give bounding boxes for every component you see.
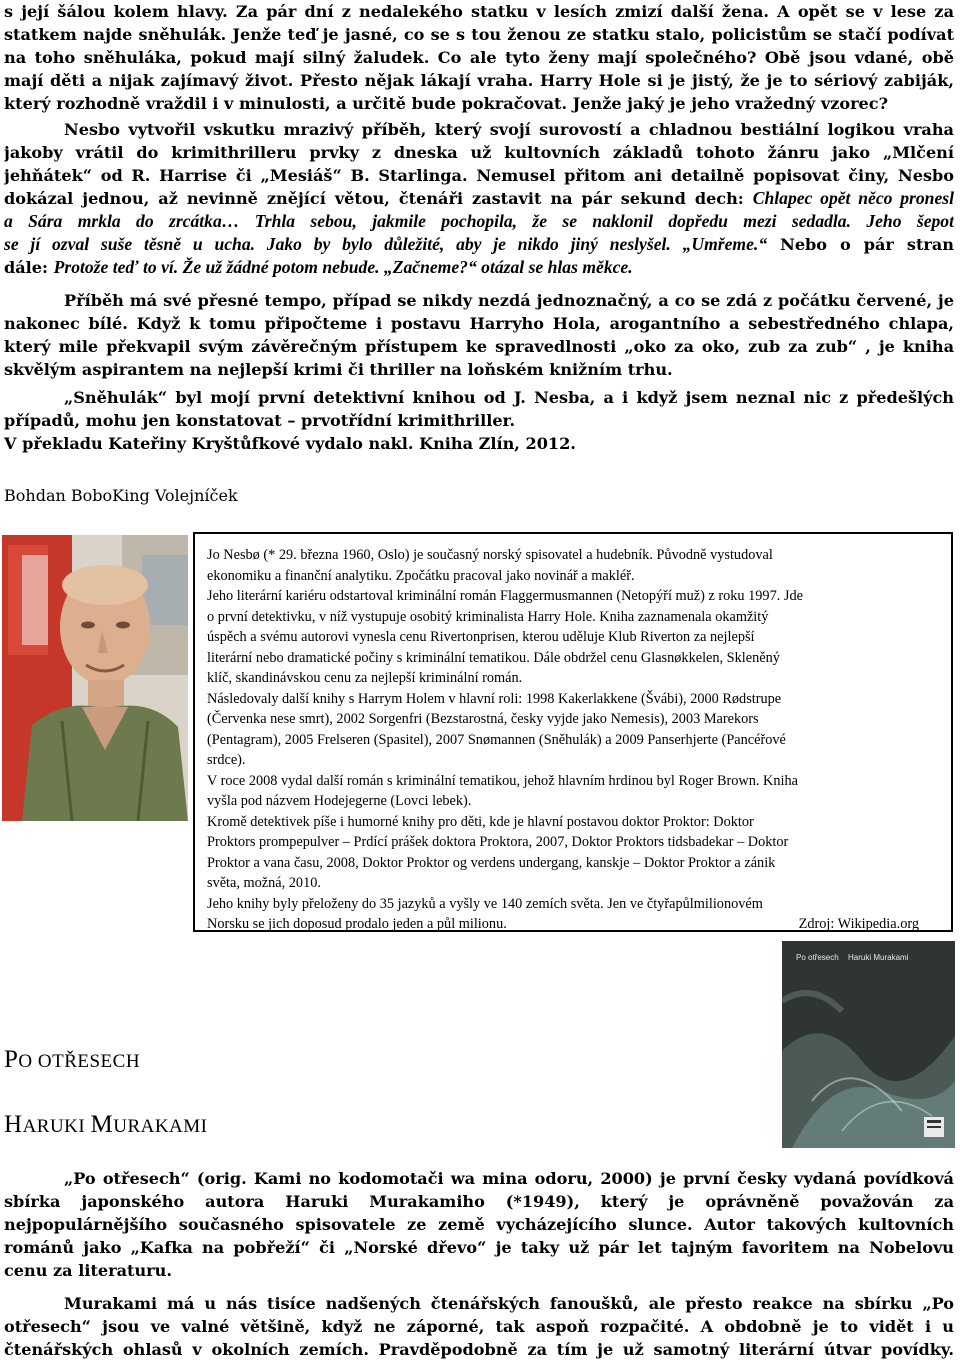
review-paragraph: [4, 1167, 954, 1282]
bio-line: (Pentagram), 2005 Frelseren (Spasitel), 2007 Snømannen (Sněhulák) a 2009 Panserhjerte (Pancéřové: [207, 731, 786, 748]
quote-fragment: se jí ozval suše těsně u ucha. Jako by bylo důležité, aby je nikdo jiný neslyšel. „Umřeme.“: [4, 234, 768, 254]
bio-line: světa, možná, 2010.: [207, 875, 321, 891]
text-fragment: dále:: [4, 258, 48, 277]
text-line: sbírka japonského autora Haruki Murakamiho (*1949), který je oprávněně považován za: [4, 1192, 954, 1211]
text-line: Nesbo vytvořil vskutku mrazivý příběh, který svojí surovostí a chladnou bestiální logikou vraha: [64, 120, 954, 139]
text-line: cenu za literaturu.: [4, 1261, 172, 1280]
text-line: „Po otřesech“ (orig. Kami no kodomotači wa mina odoru, 2000) je první česky vydaná povídková: [64, 1169, 954, 1188]
reviewer-signature: Bohdan BoboKing Volejníček: [4, 486, 238, 505]
review-paragraph: [4, 386, 954, 455]
review-paragraph: [4, 289, 954, 381]
text-line: na toho sněhuláka, pokud mají silný žaludek. Co ale tyto ženy mají společného? Obě jsou vdané, obě: [4, 48, 954, 67]
bio-line: Jeho knihy byly přeloženy do 35 jazyků a vyšly ve 140 zemích světa. Jen ve čtyřapůlmilionovém: [207, 895, 763, 912]
bio-line: Norsku se jich doposud prodalo jeden a půl milionu.: [207, 916, 507, 932]
bio-line: (Červenka nese smrt), 2002 Sorgenfri (Bezstarostná, česky vyjde jako Nemesis), 2003 Marekors: [207, 711, 759, 727]
author-initial: H: [4, 1111, 23, 1138]
bio-last-row: [207, 914, 937, 935]
bio-line: úspěch a svému autorovi vynesla cenu Rivertonprisen, kterou uděluje Klub Riverton za nejlepší: [207, 629, 755, 645]
text-line: „Sněhulák“ byl mojí první detektivní knihou od J. Nesba, a i když jsem neznal nic z předešlých: [64, 388, 954, 407]
text-line: jakoby vrátil do krimithrilleru prvky z dneska už kultovních základů tohoto žánru jako „Mlčení: [4, 143, 954, 162]
text-line: který rozhodně vraždil i v minulosti, a určitě bude pokračovat. Jenže jaký je jeho vražedný vzorec?: [4, 94, 889, 113]
book-cover-image: [782, 941, 955, 1148]
bio-line: Následovaly další knihy s Harrym Holem v hlavní roli: 1998 Kakerlakkene (Švábi), 2000 Rødstrupe: [207, 690, 782, 707]
text-line: [4, 256, 954, 279]
quote-fragment: Chlapec opět něco pronesl: [752, 188, 954, 208]
bio-line: Proktors prompepulver – Prdící prášek doktora Proktora, 2007, Doktor Proktors tidsbadekar – Doktor: [207, 834, 789, 850]
bio-source: Zdroj: Wikipedia.org: [798, 916, 919, 932]
review-paragraph: [4, 1292, 954, 1361]
author-portrait-image: [2, 535, 188, 821]
bio-line: Jeho literární kariéru odstartoval kriminální román Flaggermusmannen (Netopýří muž) z roku 1997. Jde: [207, 588, 803, 604]
book-cover-author: Haruki Murakami: [848, 953, 909, 962]
publisher-note: V překladu Kateřiny Kryštůfkové vydalo nakl. Kniha Zlín, 2012.: [4, 434, 576, 453]
review-paragraph: [4, 118, 954, 279]
quote-line: a Sára mrkla do zrcátka… Trhla sebou, jakmile pochopila, že se naklonil dopředu mezi sedadla. Jeho šepot: [4, 211, 954, 231]
text-line: s její šálou kolem hlavy. Za pár dní z nedalekého statku v lesích zmizí další žena. A opět se v lese za: [4, 2, 954, 21]
text-line: čtenářských ohlasů v okolních zemích. Pravděpodobně za tím je už samotný literární útvar povídky.: [4, 1340, 954, 1359]
quote-fragment: Protože teď to ví. Že už žádné potom nebude. „Začneme?“ otázal se hlas měkce.: [53, 257, 633, 277]
text-line: mají děti a nijak zajímavý život. Přesto nějak lákají vraha. Harry Hole si je jistý, že je to sériový zabiják,: [4, 71, 954, 90]
text-line: [4, 187, 954, 210]
text-line: Murakami má u nás tisíce nadšených čtenářských fanoušků, ale přesto reakce na sbírku „Po: [64, 1294, 954, 1313]
text-line: jehňátek“ od R. Harrise či „Mesiáš“ B. Starlinga. Nemusel přitom ani detailně popisovat činy, Nesbo: [4, 166, 954, 185]
bio-line: Kromě detektivek píše i humorné knihy pro děti, kde je hlavní postavou doktor Proktor: Doktor: [207, 813, 754, 830]
author-rest: URAKAMI: [113, 1116, 208, 1137]
text-line: otřesech“ jsou ve valné většině, když ne záporné, tak aspoň rozpačité. A obdobně je to vidět i u: [4, 1317, 954, 1336]
text-line: [4, 233, 954, 256]
bio-line: o první detektivku, v níž vystupuje osobitý kriminalista Harry Hole. Kniha zaznamenala okamžitý: [207, 608, 769, 625]
bio-line: srdce).: [207, 752, 246, 768]
bio-line: V roce 2008 vydal další román s kriminální tematikou, jehož hlavním hrdinou byl Roger Brown. Kniha: [207, 772, 798, 789]
text-line: nejpopulárnějšího současného spisovatele ze země vycházejícího slunce. Autor takových kultovních: [4, 1215, 954, 1234]
bio-line: Proktor a vana času, 2008, Doktor Proktor og verdens undergang, kanskje – Doktor Proktor a zánik: [207, 854, 776, 871]
title-initial: P: [4, 1046, 19, 1073]
article-author: [4, 1111, 208, 1139]
text-fragment: dokázal jednou, až nevinně znějící větou, čtenáři zastavit na pár sekund dech:: [4, 189, 744, 208]
bio-line: ekonomiku a finanční analytiku. Zpočátku pracoval jako novinář a makléř.: [207, 567, 635, 584]
book-cover-title: Po otřesech: [796, 953, 839, 962]
text-line: který mile překvapil svým závěrečným přístupem ke spravedlnosti „oko za oko, zub za zub“ , je kniha: [4, 337, 954, 356]
author-bio-box: [193, 532, 953, 932]
bio-line: literární nebo dramatické počiny s kriminální tematikou. Dále obdržel cenu Glasnøkkelen, Skleněný: [207, 649, 780, 666]
title-rest: O OTŘESECH: [18, 1051, 141, 1072]
text-line: nakonec bílé. Když k tomu připočteme i postavu Harryho Hola, arogantního a sebestředného chlapa,: [4, 314, 954, 333]
text-line: románů jako „Kafka na pobřeží“ či „Norské dřevo“ je taky už pár let tajným favoritem na Nobelovu: [4, 1238, 954, 1257]
bio-line: Jo Nesbø (* 29. března 1960, Oslo) je současný norský spisovatel a hudebník. Původně vystudoval: [207, 547, 773, 563]
article-title: [4, 1046, 140, 1074]
bio-text: [207, 545, 937, 935]
bio-line: vyšla pod názvem Hodejegerne (Lovci lebek).: [207, 793, 472, 809]
text-line: statkem najde sněhulák. Jenže teď je jasné, co se s tou ženou ze statku stalo, policistům se stačí podívat: [4, 25, 954, 44]
review-paragraph: [4, 0, 954, 115]
text-line: Příběh má své přesné tempo, případ se nikdy nezdá jednoznačný, a co se zdá z počátku červené, je: [64, 291, 954, 310]
bio-line: klíč, skandinávskou cenu za nejlepší kriminální román.: [207, 670, 523, 686]
book-cover-art: [782, 941, 955, 1148]
text-fragment: Nebo o pár stran: [780, 235, 954, 254]
author-initial: M: [90, 1111, 114, 1138]
text-line: případů, mohu jen konstatovat – prvotřídní krimithriller.: [4, 411, 516, 430]
author-photo: [2, 535, 188, 821]
author-rest: ARUKI: [22, 1116, 91, 1137]
text-line: skvělým aspirantem na nejlepší krimi či thriller na loňském knižním trhu.: [4, 360, 673, 379]
